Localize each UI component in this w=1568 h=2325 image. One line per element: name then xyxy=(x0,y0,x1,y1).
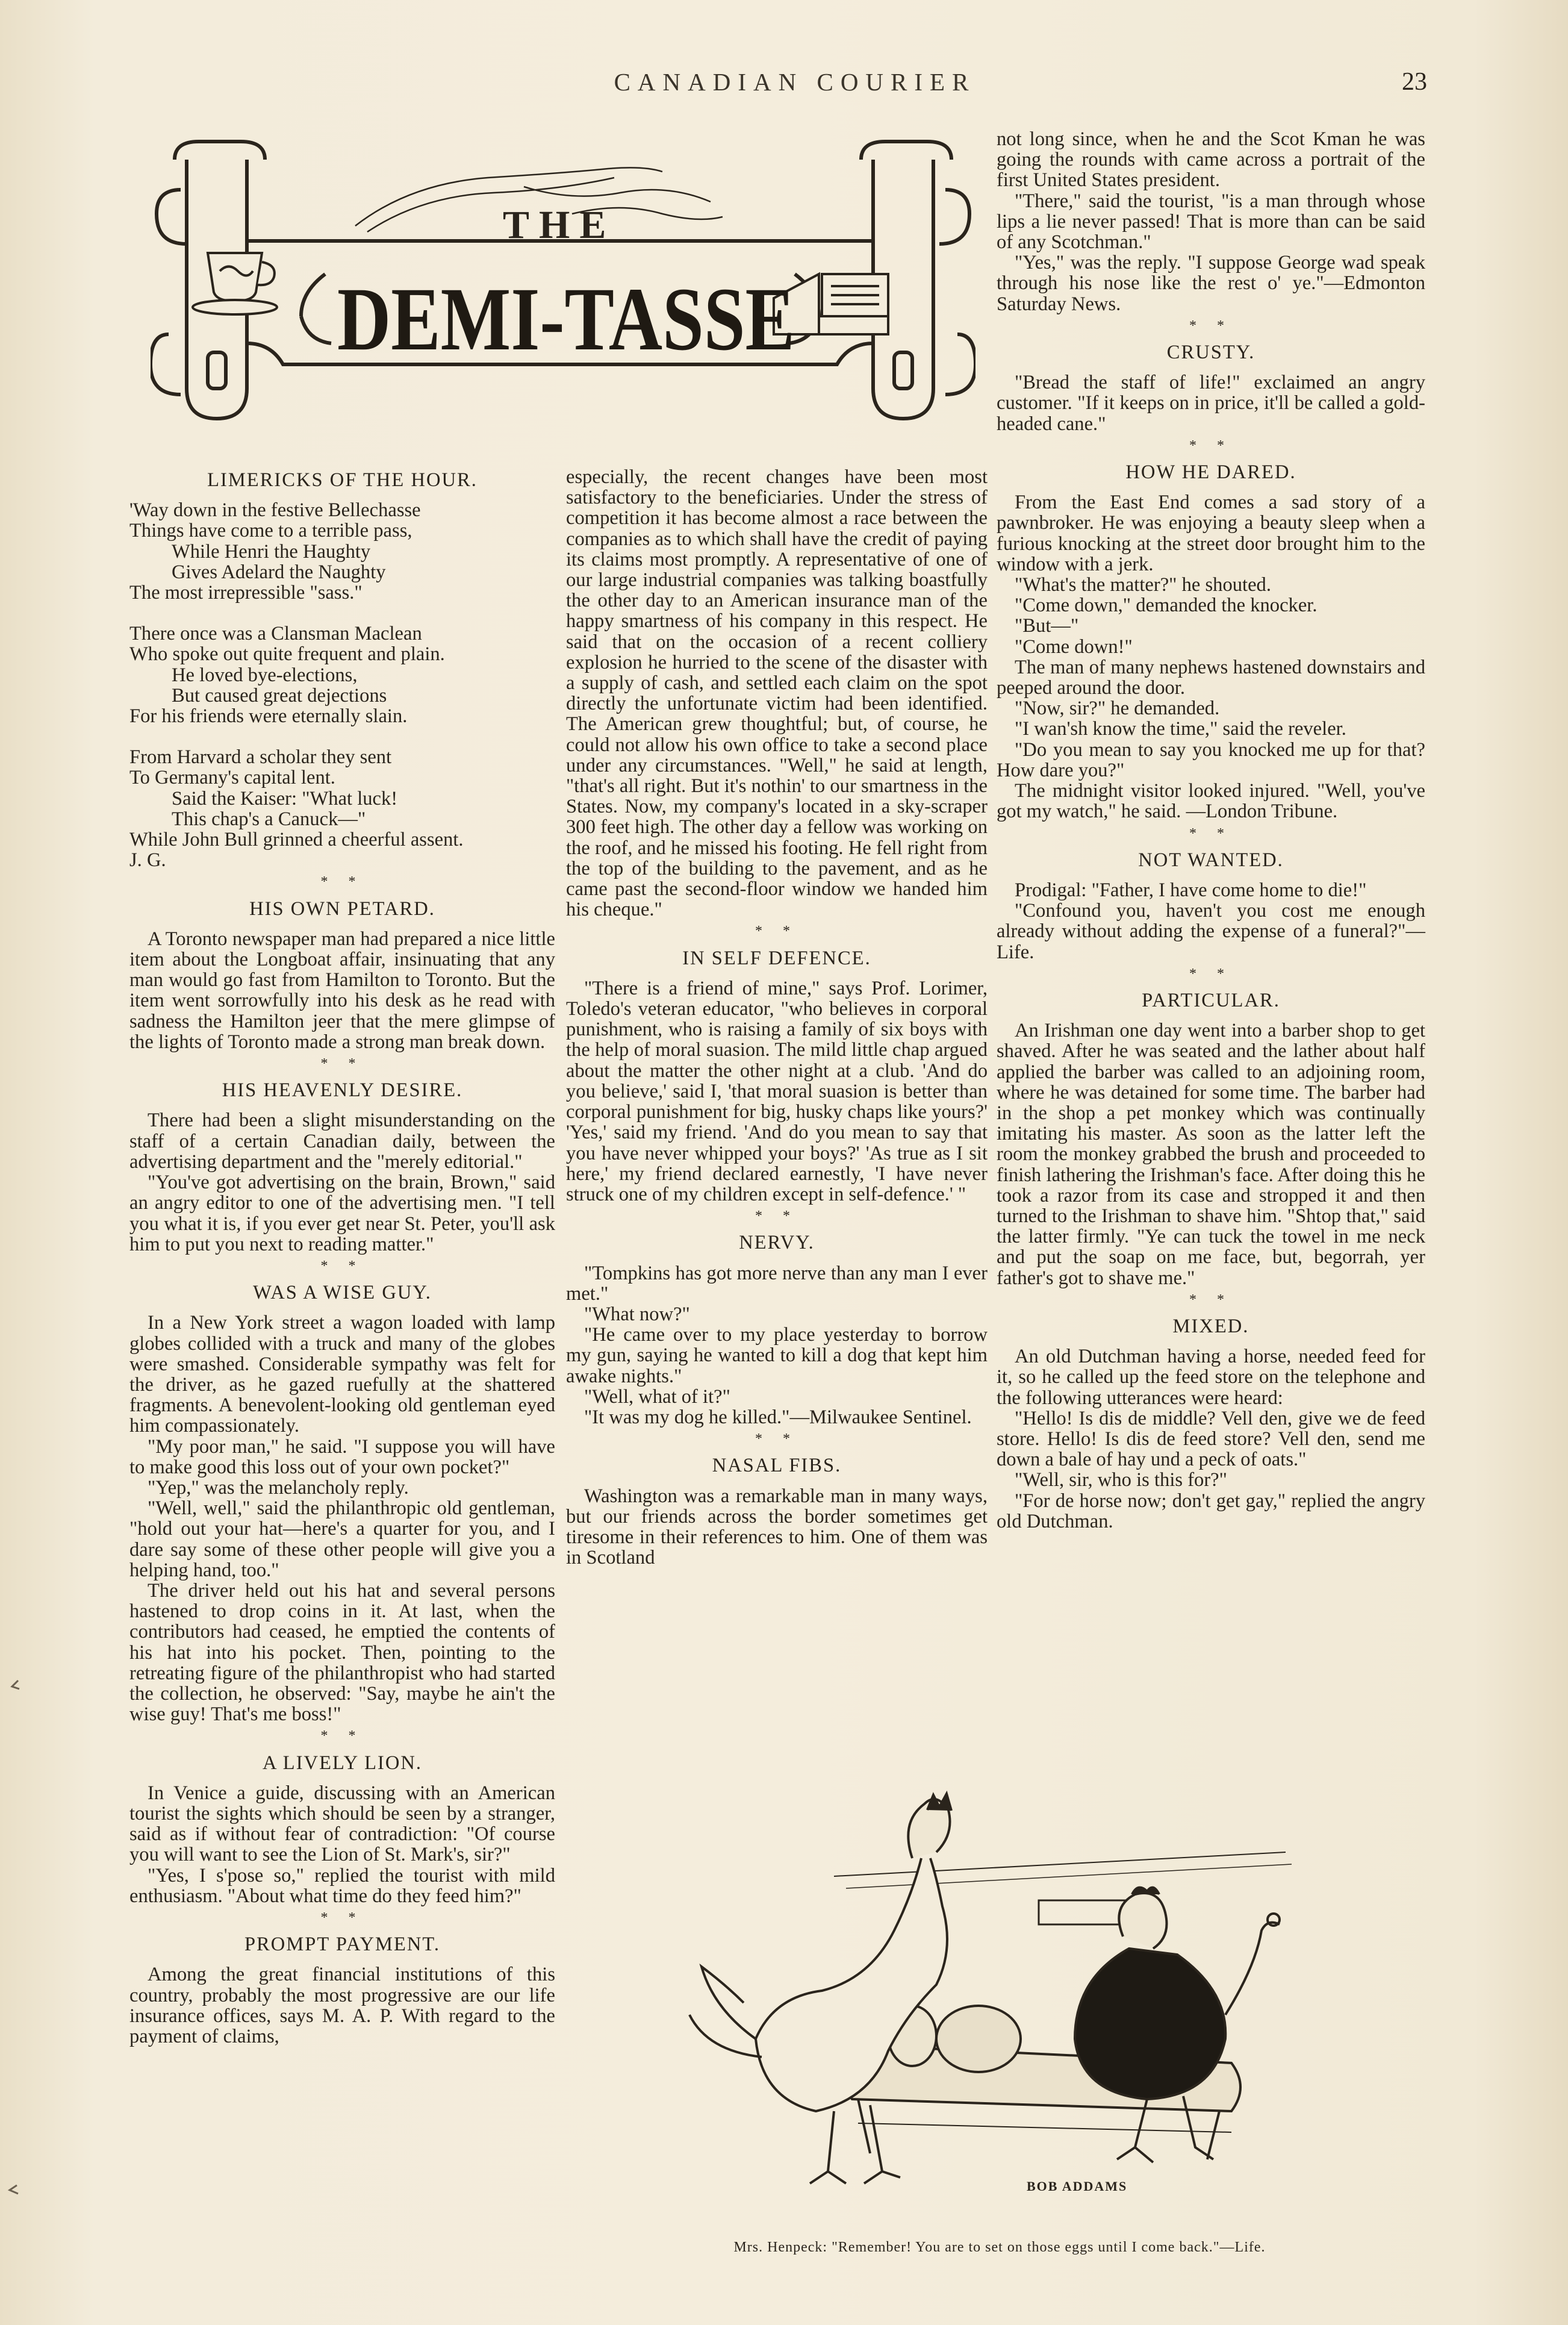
paragraph: "Come down!" xyxy=(1015,635,1133,658)
heading-mixed: MIXED. xyxy=(1172,1315,1249,1337)
cartoon-illustration xyxy=(653,1786,1328,2208)
paragraph: "Well, well," said the philanthropic old gentleman, "hold out your hat—here's a quarter for you, and I dare say some of these other people will give you a helping hand, too." xyxy=(129,1497,555,1581)
paragraph: "What now?" xyxy=(584,1303,690,1325)
publication-title: CANADIAN COURIER xyxy=(614,68,976,96)
paragraph: Washington was a remarkable man in many ways, but our friends across the border sometimes get tiresome in their references to him. One of them was in Scotland xyxy=(566,1485,988,1569)
section-divider: * * xyxy=(320,1910,364,1926)
paragraph: especially, the recent changes have been most satisfactory to the beneficiaries. Under the stress of competition it has become almost a race between the companies as to which shall have the credit of paying its claims most promptly. A representative of one of our large industrial companies was talking boastfully the other day to an American insurance man of the happy smartness of his company in this respect. He said that on the occasion of a recent colliery explosion he hurried to the scene of the disaster with a supply of cash, and settled each claim on the spot directly the unfortunate victim had been identified. The American grew thoughtful; but, of course, he could not allow his own office to take a second place under any circumstances. "Well," he said at length, "that's all right. But it's nothin' to our smartness in the States. Now, my company's located in a sky-scraper 300 feet high. The other day a fellow was working on the roof, and he missed his footing. He fell right from the top of the building to the pavement, and as he came past the second-floor window we handed him his cheque." xyxy=(566,466,988,921)
verse-line: The most irrepressible "sass." xyxy=(129,582,362,604)
verse-line: Gives Adelard the Naughty xyxy=(172,561,386,583)
verse-line: To Germany's capital lent. xyxy=(129,767,335,789)
section-divider: * * xyxy=(320,1728,364,1744)
limerick-verse xyxy=(129,623,555,726)
paragraph: "For de horse now; don't get gay," replied the angry old Dutchman. xyxy=(997,1490,1425,1532)
verse-line: While Henri the Haughty xyxy=(172,540,371,563)
paragraph: "Do you mean to say you knocked me up for that? How dare you?" xyxy=(997,738,1425,781)
verse-line: But caused great dejections xyxy=(172,684,387,707)
paragraph: Among the great financial institutions of this country, probably the most progressive are our life insurance offices, says M. A. P. With regard to the payment of claims, xyxy=(129,1964,555,2048)
paragraph: From the East End comes a sad story of a pawnbroker. He was enjoying a beauty sleep when a furious knocking at the street door brought him to the window with a jerk. xyxy=(997,492,1425,575)
limerick-verse xyxy=(129,747,555,870)
paragraph: In Venice a guide, discussing with an American tourist the sights which should be seen by a stranger, said as if without fear of contradiction: "Of course you will want to see the Lion of St. Mark's, sir?" xyxy=(129,1782,555,1866)
column-middle xyxy=(566,467,988,1568)
paragraph: A Toronto newspaper man had prepared a nice little item about the Longboat affair, insinuating that any man would go fast from Hamilton to Toronto. But the item went sorrowfully into his desk as he read with sadness the Hamilton jeer that the mere glimpse of the lights of Toronto made a strong man break down. xyxy=(129,928,555,1053)
paragraph: The midnight visitor looked injured. "Well, you've got my watch," he said. —London Tribune. xyxy=(997,780,1425,823)
section-divider: * * xyxy=(320,1056,364,1072)
verse-line: This chap's a Canuck—" xyxy=(172,808,366,830)
heading-petard: HIS OWN PETARD. xyxy=(249,897,435,920)
heading-self-defence: IN SELF DEFENCE. xyxy=(682,947,871,969)
heading-nervy: NERVY. xyxy=(739,1232,815,1254)
section-divider: * * xyxy=(1189,437,1233,454)
paragraph: "Come down," demanded the knocker. xyxy=(1015,595,1318,617)
paragraph: "It was my dog he killed."—Milwaukee Sentinel. xyxy=(584,1406,972,1428)
section-divider: * * xyxy=(1189,1291,1233,1308)
paragraph: "Well, sir, who is this for?" xyxy=(1015,1469,1227,1491)
rooster-hen-cartoon xyxy=(653,1786,1328,2208)
cartoon-caption: Mrs. Henpeck: "Remember! You are to set on those eggs until I come back."—Life. xyxy=(733,2239,1266,2255)
banner-title: DEMI-TASSE xyxy=(337,269,795,369)
paragraph: "Tompkins has got more nerve than any man I ever met." xyxy=(566,1262,988,1305)
verse-line: While John Bull grinned a cheerful assent. xyxy=(129,829,464,851)
section-divider: * * xyxy=(755,1431,798,1447)
paragraph: "Now, sir?" he demanded. xyxy=(1015,698,1220,720)
banner-illustration xyxy=(151,136,975,437)
paragraph: In a New York street a wagon loaded with lamp globes collided with a truck and many of the globes were smashed. Considerable sympathy was felt for the driver, as he gazed ruefully at the shattered fragments. A benevolent-looking old gentleman eyed him compassionately. xyxy=(129,1312,555,1437)
verse-line: Things have come to a terrible pass, xyxy=(129,520,412,542)
paragraph: "Hello! Is dis de middle? Vell den, give we de feed store. Hello! Is dis de feed store? Vell den, send me down a bale of hay und a peck of oats." xyxy=(997,1407,1425,1471)
paragraph: "But—" xyxy=(1015,615,1079,637)
paragraph: "You've got advertising on the brain, Brown," said an angry editor to one of the advertising men. "I tell you what it is, if you ever get near St. Peter, you'll ask him to put you next to reading matter." xyxy=(129,1172,555,1255)
paragraph: "Bread the staff of life!" exclaimed an angry customer. "If it keeps on in price, it'll be called a gold-headed cane." xyxy=(997,372,1425,435)
heading-prompt-payment: PROMPT PAYMENT. xyxy=(244,1933,441,1956)
heading-how-he-dared: HOW HE DARED. xyxy=(1125,461,1296,484)
heading-particular: PARTICULAR. xyxy=(1142,989,1280,1011)
paragraph: The driver held out his hat and several persons hastened to drop coins in it. At last, when the contributors had ceased, he emptied the contents of his hat into his pocket. Then, pointing to the retreating figure of the philanthropist who had started the collection, he observed: "Say, maybe he ain't the wise guy! That's me boss!" xyxy=(129,1579,555,1726)
paragraph: "There," said the tourist, "is a man through whose lips a lie never passed! That is more than can be said of any Scotchman." xyxy=(997,190,1425,254)
paragraph: The man of many nephews hastened downstairs and peeped around the door. xyxy=(997,656,1425,699)
limerick-verse xyxy=(129,500,555,603)
paragraph: There had been a slight misunderstanding on the staff of a certain Canadian daily, between the advertising department and the "merely editorial." xyxy=(129,1109,555,1173)
heading-not-wanted: NOT WANTED. xyxy=(1138,849,1284,871)
column-left xyxy=(129,464,555,2047)
section-divider: * * xyxy=(320,874,364,890)
paragraph: An Irishman one day went into a barber shop to get shaved. After he was seated and the lather about half applied the barber was called to an adjoining room, where he was detained for some time. The barber had in the shop a pet monkey which was continually imitating his master. As soon as the latter left the room the monkey grabbed the brush and proceeded to finish lathering the Irishman's face. After doing this he took a razor from its case and stropped it and then turned to the Irishman to shave him. "Shtop that," said the latter firmly. "Ye can tuck the towel in me neck and put the soap on me face, but, begorrah, yer father's got to shave me." xyxy=(997,1020,1425,1289)
paragraph: An old Dutchman having a horse, needed feed for it, so he called up the feed store on the telephone and the following utterances were heard: xyxy=(997,1346,1425,1409)
paragraph: "I wan'sh know the time," said the reveler. xyxy=(1015,718,1346,740)
heading-crusty: CRUSTY. xyxy=(1166,342,1255,364)
verse-line: He loved bye-elections, xyxy=(172,664,358,686)
paragraph: "There is a friend of mine," says Prof. Lorimer, Toledo's veteran educator, "who believes in corporal punishment, who is raising a family of six boys with the help of moral suasion. The mild little chap argued about the matter the other night at a club. 'And do you believe,' said I, 'that moral suasion is better than corporal punishment for big, husky chaps like yours?' 'Yes,' said my friend. 'And do you mean to say that you have never whipped your boys?' 'As true as I sit here,' my friend declared earnestly, 'I have never struck one of my children except in self-defence.' " xyxy=(566,977,988,1205)
paragraph: "Yep," was the melancholy reply. xyxy=(148,1476,409,1499)
verse-line: Who spoke out quite frequent and plain. xyxy=(129,643,445,666)
paragraph: "What's the matter?" he shouted. xyxy=(1015,574,1271,596)
heading-lion: A LIVELY LION. xyxy=(262,1752,423,1774)
heading-limericks: LIMERICKS OF THE HOUR. xyxy=(207,469,478,491)
paragraph: "He came over to my place yesterday to borrow my gun, saying he wanted to kill a dog that kept him awake nights." xyxy=(566,1324,988,1387)
section-divider: * * xyxy=(1189,825,1233,841)
section-divider: * * xyxy=(320,1258,364,1274)
section-divider: * * xyxy=(755,1208,798,1225)
paragraph: "Well, what of it?" xyxy=(584,1385,730,1408)
section-divider: * * xyxy=(755,923,798,940)
heading-nasal-fibs: NASAL FIBS. xyxy=(712,1455,842,1477)
heading-wise-guy: WAS A WISE GUY. xyxy=(253,1282,432,1304)
verse-line: 'Way down in the festive Bellechasse xyxy=(129,499,421,522)
banner-the: THE xyxy=(503,203,616,247)
cartoon-signature: BOB ADDAMS xyxy=(1027,2179,1128,2194)
section-divider: * * xyxy=(1189,966,1233,982)
heading-heavenly: HIS HEAVENLY DESIRE. xyxy=(222,1079,463,1102)
paragraph: "Confound you, haven't you cost me enough already without adding the expense of a funeral?"—Life. xyxy=(997,900,1425,963)
page-edge-marks xyxy=(0,0,24,2325)
running-head xyxy=(0,67,1568,104)
edge-marks-graphic xyxy=(0,0,24,2325)
paragraph: "My poor man," he said. "I suppose you will have to make good this loss out of your own pocket?" xyxy=(129,1435,555,1478)
demi-tasse-banner xyxy=(151,136,975,437)
paragraph: not long since, when he and the Scot Kman he was going the rounds with came across a portrait of the first United States president. xyxy=(997,128,1425,192)
section-divider: * * xyxy=(1189,317,1233,334)
limerick-signature: J. G. xyxy=(129,849,166,872)
verse-line: From Harvard a scholar they sent xyxy=(129,746,392,769)
paragraph: "Yes," was the reply. "I suppose George wad speak through his nose like the rest o' ye."—Edmonton Saturday News. xyxy=(997,252,1425,315)
paragraph: Prodigal: "Father, I have come home to die!" xyxy=(1015,879,1367,901)
verse-line: There once was a Clansman Maclean xyxy=(129,623,422,645)
paragraph: "Yes, I s'pose so," replied the tourist with mild enthusiasm. "About what time do they feed him?" xyxy=(129,1864,555,1907)
column-right xyxy=(997,129,1425,1532)
verse-line: For his friends were eternally slain. xyxy=(129,705,408,728)
page-number: 23 xyxy=(1402,68,1427,96)
verse-line: Said the Kaiser: "What luck! xyxy=(172,787,398,810)
